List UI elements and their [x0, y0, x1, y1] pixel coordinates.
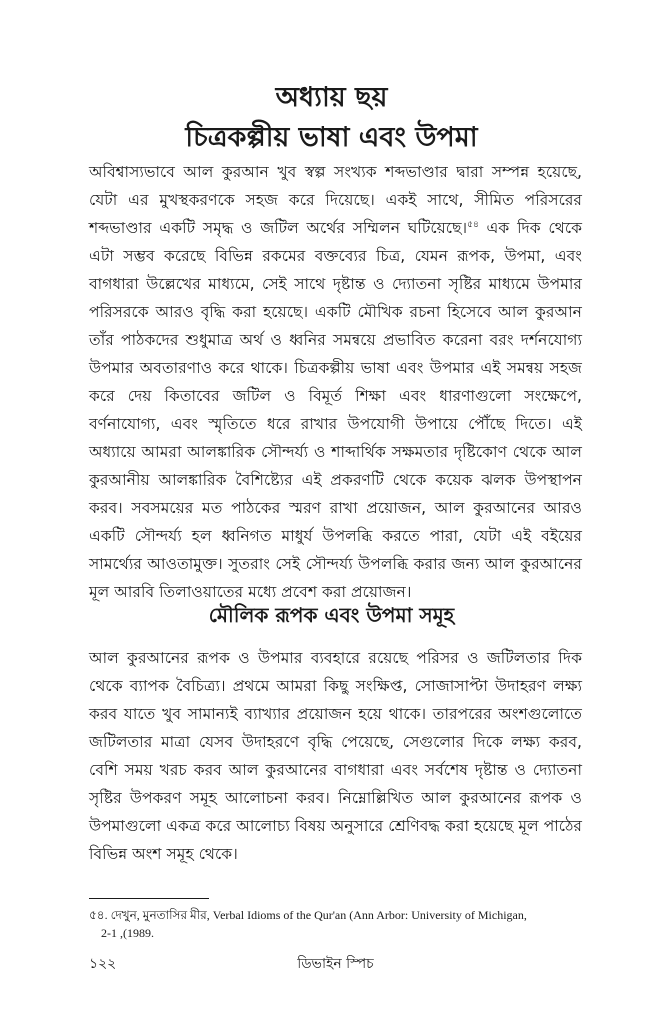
footnote: [89, 906, 582, 942]
page-number: ১২২: [89, 956, 117, 972]
footnote-divider: [89, 898, 209, 899]
running-title: ডিভাইন স্পিচ: [297, 956, 374, 972]
footnote-line-1: ৫৪. দেখুন, মুনতাসির মীর, Verbal Idioms of the Qur'an (Ann Arbor: University of Michigan,: [89, 908, 527, 922]
intro-text: অবিশ্বাস্যভাবে আল কুরআন খুব স্বল্প সংখ্যক শব্দভাণ্ডার দ্বারা সম্পন্ন হয়েছে, যেটা এর মুখস্থকরণকে সহজ করে দিয়েছে। একই সাথে, সীমিত পরিসরের শব্দভাণ্ডার একটি সমৃদ্ধ ও জটিল অর্থের সম্মিলন ঘটিয়েছে।: [89, 163, 582, 237]
chapter-heading: [80, 80, 583, 156]
page-footer: [89, 952, 582, 976]
chapter-number: অধ্যায় ছয়: [275, 82, 388, 113]
footnote-reference[interactable]: ৫৪: [467, 219, 479, 230]
intro-text-continued: এক দিক থেকে এটা সম্ভব করেছে বিভিন্ন রকমের বক্তব্যের চিত্র, যেমন রূপক, উপমা, এবং বাগধারা উল্লেখের মাধ্যমে, সেই সাথে দৃষ্টান্ত ও দ্যোতনা সৃষ্টির মাধ্যমে উপমার পরিসরকে আরও বৃদ্ধি করা হয়েছে। একটি মৌখিক রচনা হিসেবে আল কুরআন তাঁর পাঠকদের শুধুমাত্র অর্থ ও ধ্বনির সমন্বয়ে প্রভাবিত করেনা বরং দর্শনযোগ্য উপমার অবতারণাও করে থাকে। চিত্রকল্পীয় ভাষা এবং উপমার এই সমন্বয় সহজ করে দেয় কিতাবের জটিল ও বিমূর্ত শিক্ষা এবং ধারণাগুলো সংক্ষেপে, বর্ণনাযোগ্য, এবং স্মৃতিতে ধরে রাখার উপযোগী উপায়ে পৌঁছে দিতে। এই অধ্যায়ে আমরা আলঙ্কারিক সৌন্দর্য্য ও শাব্দার্থিক সক্ষমতার দৃষ্টিকোণ থেকে আল কুরআনীয় আলঙ্কারিক বৈশিষ্ট্যের এই প্রকরণটি থেকে কয়েক ঝলক উপস্থাপন করব। সবসময়ের মত পাঠকের স্মরণ রাখা প্রয়োজন, আল কুরআনের আরও একটি সৌন্দর্য্য হল ধ্বনিগত মাধুর্য উপলব্ধি করতে পারা, যেটা এই বইয়ের সামর্থ্যের আওতামুক্ত। সুতরাং সেই সৌন্দর্য্য উপলব্ধি করার জন্য আল কুরআনের মূল আরবি তিলাওয়াতের মধ্যে প্রবেশ করা প্রয়োজন।: [89, 219, 582, 601]
section-heading: মৌলিক রূপক এবং উপমা সমূহ: [208, 603, 455, 627]
section-paragraph: আল কুরআনের রূপক ও উপমার ব্যবহারে রয়েছে পরিসর ও জটিলতার দিক থেকে ব্যাপক বৈচিত্র্য। প্রথমে আমরা কিছু সংক্ষিপ্ত, সোজাসাপ্টা উদাহরণ লক্ষ্য করব যাতে খুব সামান্যই ব্যাখ্যার প্রয়োজন হয়ে থাকে। তারপরের অংশগুলোতে জটিলতার মাত্রা যেসব উদাহরণে বৃদ্ধি পেয়েছে, সেগুলোর দিকে লক্ষ্য করব, বেশি সময় খরচ করব আল কুরআনের বাগধারা এবং সর্বশেষ দৃষ্টান্ত ও দ্যোতনা সৃষ্টির উপকরণ সমূহ আলোচনা করব। নিম্নোল্লিখিত আল কুরআনের রূপক ও উপমাগুলো একত্র করে আলোচ্য বিষয় অনুসারে শ্রেণিবদ্ধ করা হয়েছে মূল পাঠের বিভিন্ন অংশ সমূহ থেকে।: [89, 649, 582, 863]
intro-paragraph: [89, 158, 582, 606]
chapter-title: চিত্রকল্পীয় ভাষা এবং উপমা: [185, 122, 478, 153]
footnote-line-2: 2-1 ,(1989.: [101, 926, 154, 940]
